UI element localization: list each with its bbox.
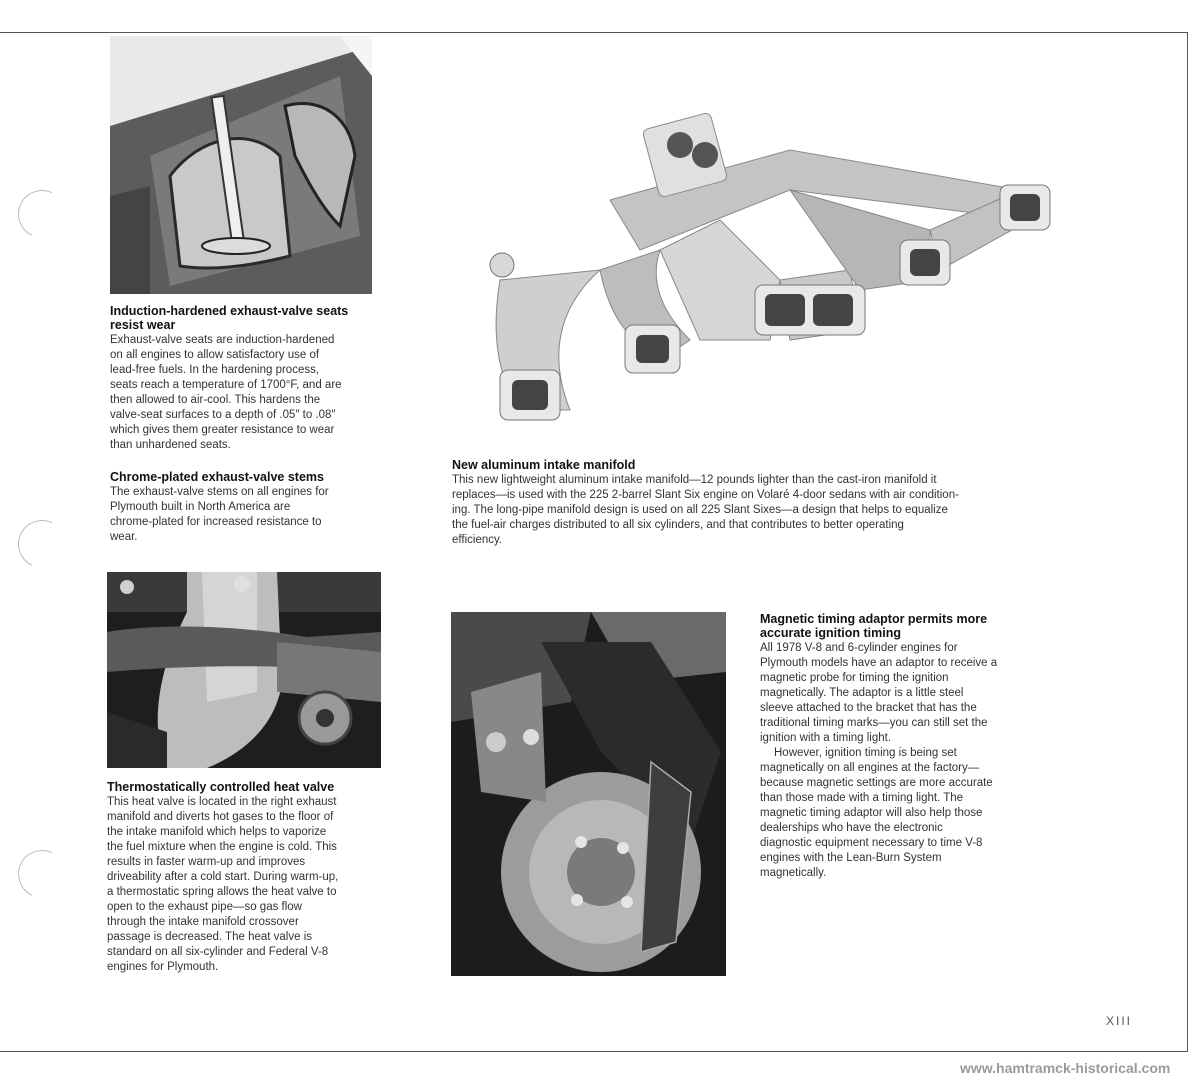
intake-manifold-photo <box>460 80 1060 450</box>
binder-hole-mark <box>11 513 73 575</box>
timing-body-1: All 1978 V-8 and 6-cylinder engines for Plymouth models have an adaptor to receive a magnetic probe for timing the ignition magnetically. The adaptor is a little steel sleeve attached to the bracket that has the traditional timing marks—you can still set the ignition with a timing light. <box>760 642 998 744</box>
heat-valve-heading: Thermostatically controlled heat valve <box>107 780 335 794</box>
valve-stems-body: The exhaust-valve stems on all engines for Plymouth built in North America are chrome-plated for increased resistance to wear. <box>110 486 329 543</box>
valve-stems-heading: Chrome-plated exhaust-valve stems <box>110 470 324 484</box>
manifold-section <box>452 458 1052 548</box>
heat-valve-section <box>107 780 397 975</box>
valve-seat-cutaway-illustration <box>110 36 372 294</box>
right-rule <box>1187 32 1188 1052</box>
timing-body-2: However, ignition timing is being set magnetically on all engines at the factory— because magnetic settings are more accurate than those made with a timing light. The magnetic timing adaptor will also help those dealerships who have the electronic diagnostic equipment necessary to time V-8 engines with the Lean-Burn System magnetically. <box>760 747 993 879</box>
valve-seats-heading: Induction-hardened exhaust-valve seats resist wear <box>110 304 349 332</box>
heat-valve-body: This heat valve is located in the right exhaust manifold and diverts hot gases to the floor of the intake manifold which helps to vaporize the fuel mixture when the engine is cold. This results in faster warm-up and improves driveability after a cold start. During warm-up, a thermostatic spring allows the heat valve to open to the exhaust pipe—so gas flow through the intake manifold crossover passage is decreased. The heat valve is standard on all six-cylinder and Federal V-8 engines for Plymouth. <box>107 796 339 973</box>
valve-seats-body: Exhaust-valve seats are induction-hardened on all engines to allow satisfactory use of lead-free fuels. In the hardening process, seats reach a temperature of 1700°F, and are then allowed to air-cool. This hardens the valve-seat surfaces to a depth of .05″ to .08″ which gives them greater resistance to wear than unhardened seats. <box>110 334 342 451</box>
manifold-body: This new lightweight aluminum intake manifold—12 pounds lighter than the cast-iron manifold it replaces—is used with the 225 2-barrel Slant Six engine on Volaré 4-door sedans with air condition- ing. The long-pipe manifold design is used on all 225 Slant Sixes—a design that helps to equalize the fuel-air charges distributed to all six cylinders, and that contributes to better operating efficiency. <box>452 474 959 546</box>
heat-valve-photo <box>107 572 381 768</box>
timing-section <box>760 612 1050 881</box>
valve-stems-section <box>110 470 390 545</box>
top-rule <box>0 32 1188 33</box>
timing-heading: Magnetic timing adaptor permits more accurate ignition timing <box>760 612 988 640</box>
binder-hole-mark <box>11 843 73 905</box>
page-number: XIII <box>1106 1014 1133 1028</box>
timing-adaptor-photo <box>451 612 726 976</box>
watermark: www.hamtramck-historical.com <box>960 1060 1171 1076</box>
binder-hole-mark <box>11 183 73 245</box>
bottom-rule <box>0 1051 1188 1052</box>
manifold-heading: New aluminum intake manifold <box>452 458 636 472</box>
valve-seats-section <box>110 304 390 453</box>
